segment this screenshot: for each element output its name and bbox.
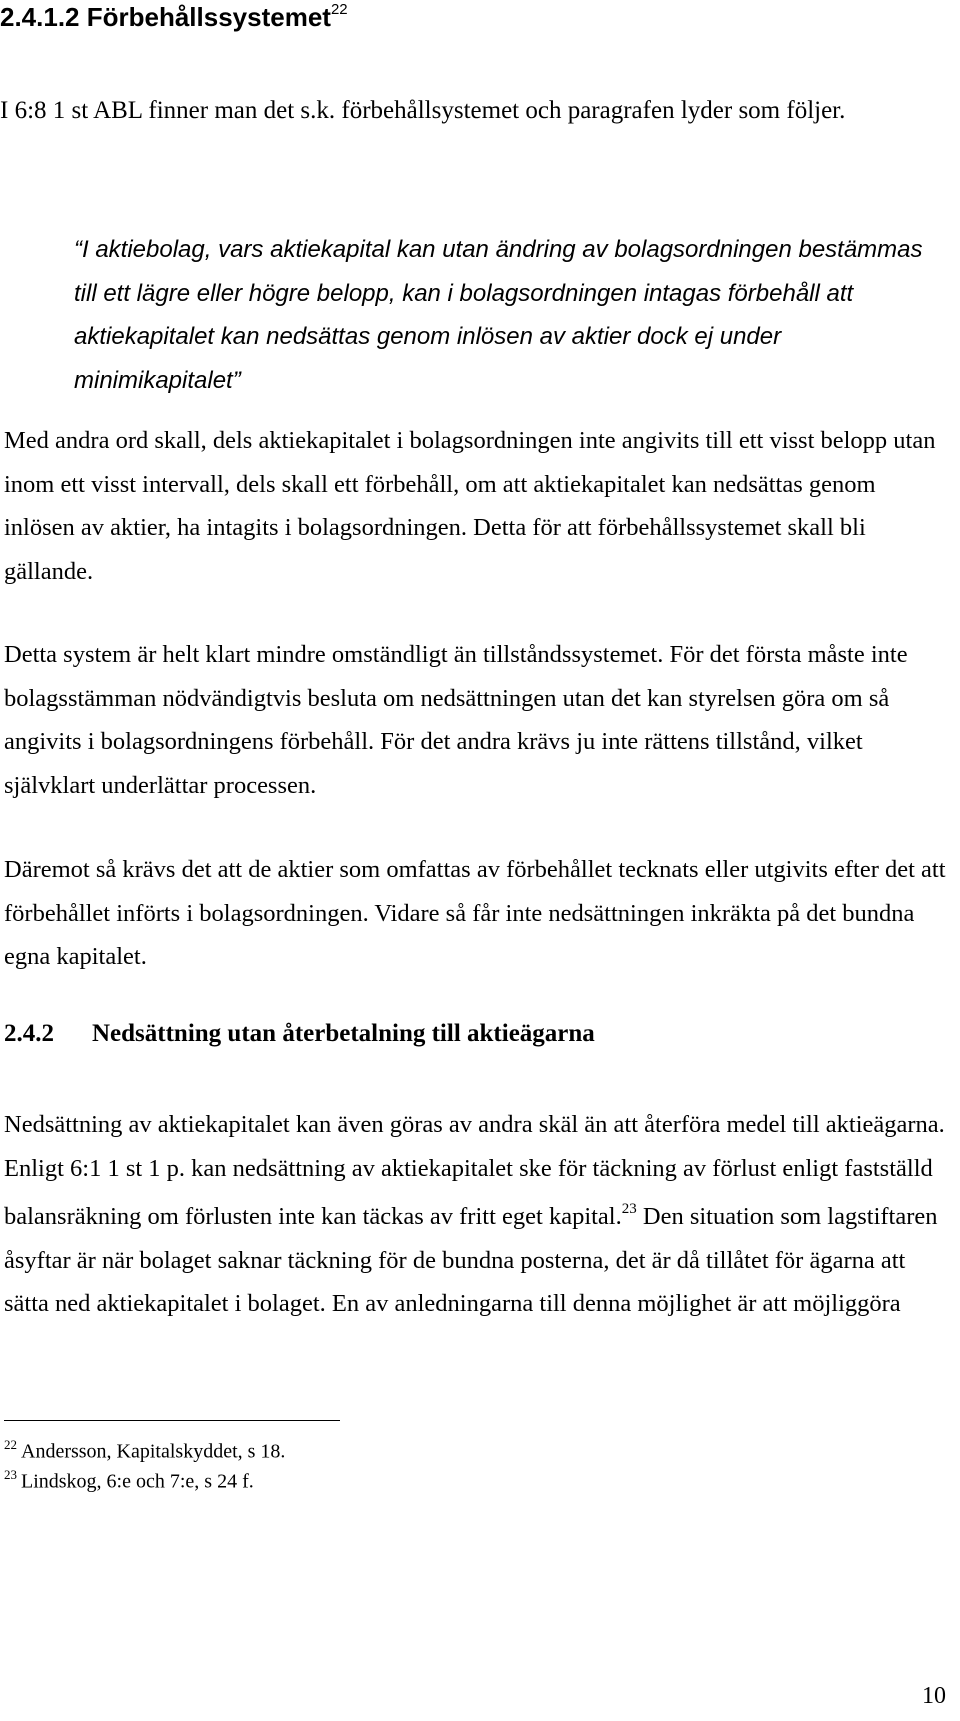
body-paragraph-2: Detta system är helt klart mindre omständligt än tillståndssystemet. För det första måste inte bolagsstämman nödvändigtvis besluta om nedsättningen utan det kan styrelsen göra om så angivits i bolagsordningens förbehåll. För det andra krävs ju inte rättens tillstånd, vilket självklart underlättar processen. [4,641,908,799]
heading-number: 2.4.2 [4,1020,54,1047]
footnote-number: 22 [4,1437,17,1452]
footnote-ref-23[interactable]: 23 [621,1201,637,1217]
footnote-divider [4,1420,340,1421]
footnote-text: Andersson, Kapitalskyddet, s 18. [21,1440,286,1463]
section-heading-2-4-1-2 [0,2,348,33]
footnote-number: 23 [4,1467,17,1482]
body-paragraph-1: Med andra ord skall, dels aktiekapitalet i bolagsordningen inte angivits till ett visst belopp utan inom ett visst intervall, dels skall ett förbehåll, om att aktiekapitalet kan nedsättas genom inlösen av aktier, ha intagits i bolagsordningen. Detta för att förbehållssystemet skall bli gällande. [4,427,936,585]
intro-paragraph: I 6:8 1 st ABL finner man det s.k. förbehållsystemet och paragrafen lyder som följer. [0,97,846,124]
section-heading-2-4-2 [4,1020,595,1048]
footnote-text: Lindskog, 6:e och 7:e, s 24 f. [21,1470,254,1493]
heading-title: Nedsättning utan återbetalning till aktieägarna [92,1020,595,1047]
paragraph-4-text-after: Den situation som lagstiftaren åsyftar är när bolaget saknar täckning för de bundna posterna, det är då tillåtet för ägarna att sätta ned aktiekapitalet i bolaget. En av anledningarna till denna möjlighet är att möjliggöra [4,1203,938,1318]
footnote-ref-22[interactable]: 22 [330,1,348,19]
footnote-23 [4,1468,254,1494]
page-number: 10 [922,1683,946,1709]
footnote-22 [4,1438,285,1464]
body-paragraph-4 [4,1103,949,1326]
body-paragraph-3: Däremot så krävs det att de aktier som omfattas av förbehållet tecknats eller utgivits efter det att förbehållet införts i bolagsordningen. Vidare så får inte nedsättningen inkräkta på det bundna egna kapitalet. [4,856,946,970]
heading-text: 2.4.1.2 Förbehållssystemet [0,2,331,32]
paragraph-4-text-before: Nedsättning av aktiekapitalet kan även göras av andra skäl än att återföra medel till aktieägarna. Enligt 6:1 1 st 1 p. kan nedsättning av aktiekapitalet ske för täckning av förlust enligt fastställd balansräkning om förlusten inte kan täckas av fritt eget kapital. [4,1111,945,1231]
law-quote: “I aktiebolag, vars aktiekapital kan utan ändring av bolagsordningen bestämmas till ett lägre eller högre belopp, kan i bolagsordningen intagas förbehåll att aktiekapitalet kan nedsättas genom inlösen av aktier dock ej under minimikapitalet” [74,236,923,394]
